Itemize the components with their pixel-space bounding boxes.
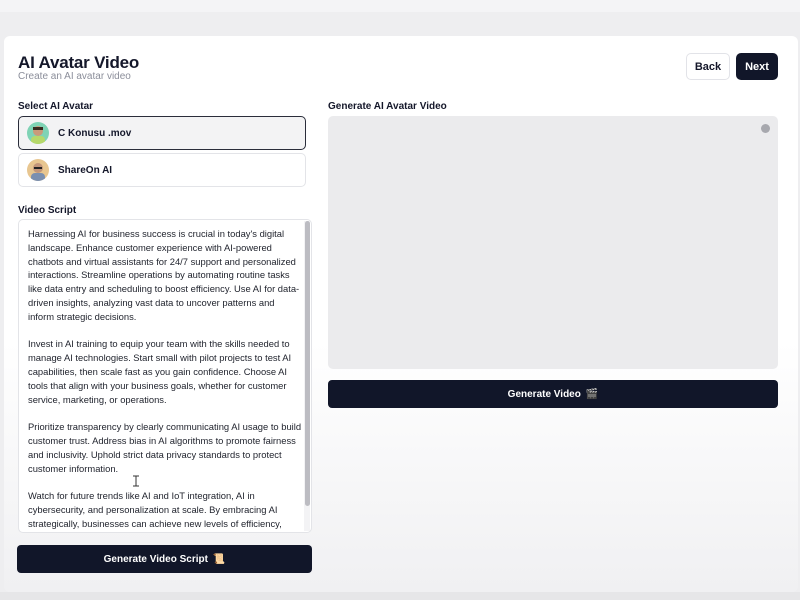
page-subtitle: Create an AI avatar video <box>18 71 131 82</box>
status-dot-icon <box>761 124 770 133</box>
video-preview-area <box>328 116 778 369</box>
bottom-strip <box>0 592 800 600</box>
page-title: AI Avatar Video <box>18 53 140 72</box>
script-paragraph: Prioritize transparency by clearly communicating AI usage to build customer trust. Address bias in AI algorithms to promote fairness and inclusivity. Uphold strict data privacy standards to protect customer information. <box>28 421 302 474</box>
video-script-label: Video Script <box>18 205 77 216</box>
script-paragraph: Invest in AI training to equip your team with the skills needed to manage AI technologies. Start small with pilot projects to test AI capabilities, then scale fast as you gain confidence. Choose AI tools that align with your business goals, whether for customer service, marketing, or operations. <box>28 338 292 405</box>
back-button[interactable]: Back <box>686 53 730 80</box>
generate-avatar-video-label: Generate AI Avatar Video <box>328 101 447 112</box>
generate-video-button[interactable] <box>328 380 778 408</box>
avatar-option-c-konusu[interactable] <box>18 116 306 150</box>
clapper-icon: 🎬 <box>585 388 599 400</box>
browser-top-strip <box>0 0 800 12</box>
generate-script-label: Generate Video Script <box>103 553 208 565</box>
avatar-thumbnail <box>27 159 49 181</box>
script-text <box>28 227 303 533</box>
avatar-option-shareon-ai[interactable] <box>18 153 306 187</box>
text-cursor-icon <box>132 474 140 492</box>
video-script-textarea[interactable] <box>18 219 312 533</box>
avatar-name: C Konusu .mov <box>58 127 132 139</box>
script-scrollbar-thumb[interactable] <box>305 221 310 506</box>
next-button[interactable]: Next <box>736 53 778 80</box>
generate-video-script-button[interactable] <box>17 545 312 573</box>
script-paragraph: Harnessing AI for business success is crucial in today's digital landscape. Enhance customer experience with AI-powered chatbots and virtual assistants for 24/7 support and personalized interactions. Streamline operations by automating routine tasks like data entry and scheduling to boost efficiency. Use AI for data-driven insights, analyzing vast data to uncover patterns and inform strategic decisions. <box>28 228 300 322</box>
select-avatar-label: Select AI Avatar <box>18 101 94 112</box>
avatar-name: ShareOn AI <box>58 164 113 176</box>
scroll-icon: 📜 <box>212 553 226 565</box>
script-paragraph: Watch for future trends like AI and IoT integration, AI in cybersecurity, and personalization at scale. By embracing AI strategically, businesses can achieve new levels of efficiency, <box>28 490 282 529</box>
avatar-thumbnail <box>27 122 49 144</box>
generate-video-label: Generate Video <box>507 388 581 400</box>
